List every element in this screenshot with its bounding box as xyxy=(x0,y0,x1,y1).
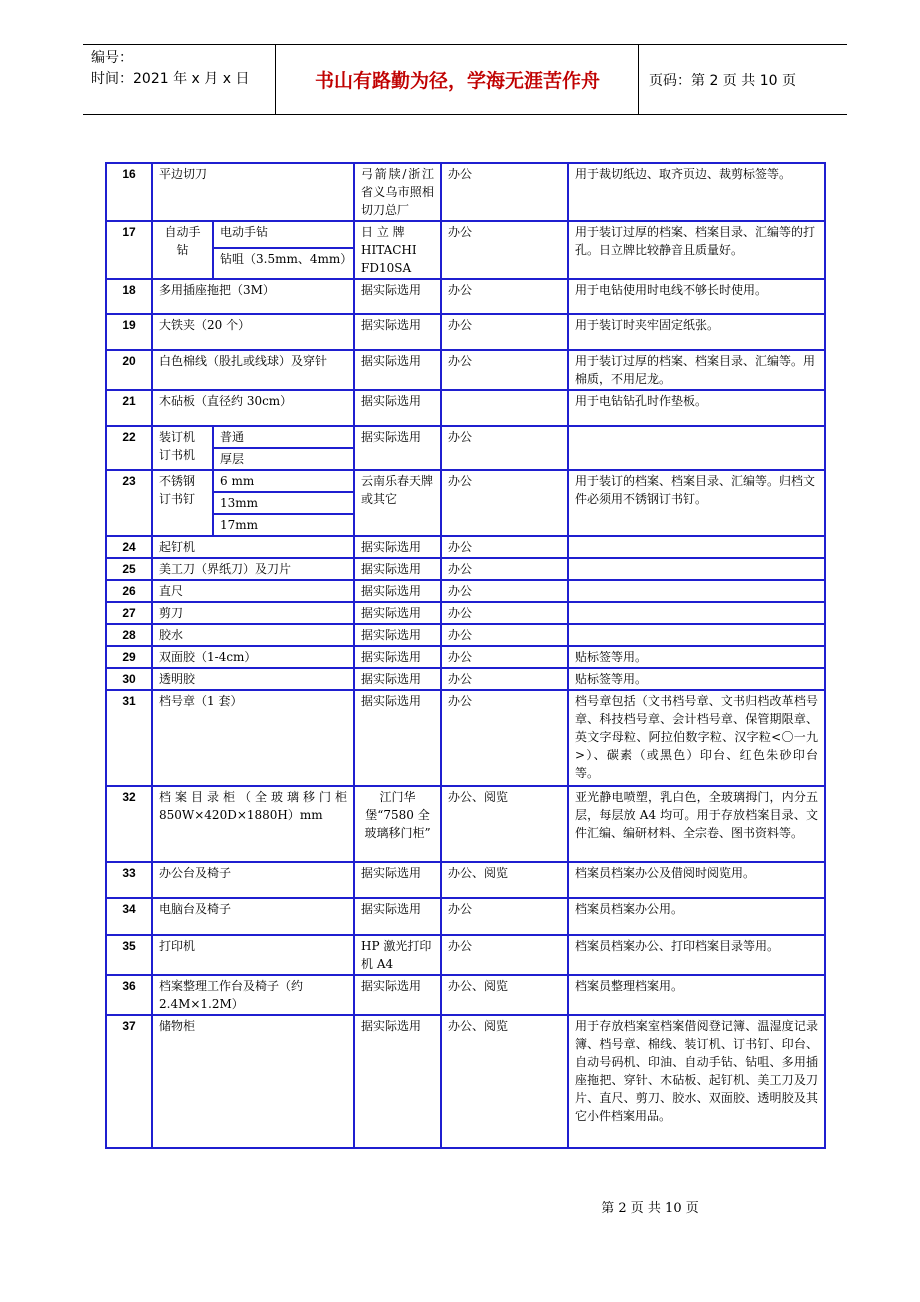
item-brand: 江门华堡“7580 全玻璃移门柜” xyxy=(354,786,441,862)
item-name: 剪刀 xyxy=(152,602,354,624)
table-row xyxy=(106,646,825,668)
item-sub-type: 钻咀（3.5mm、4mm） xyxy=(213,248,354,279)
row-number: 30 xyxy=(106,668,152,690)
item-brand: 据实际选用 xyxy=(354,279,441,314)
item-name: 档案整理工作台及椅子（约 2.4M×1.2M） xyxy=(152,975,354,1015)
item-brand: 据实际选用 xyxy=(354,580,441,602)
table-row xyxy=(106,786,825,862)
item-brand: 据实际选用 xyxy=(354,390,441,426)
row-number: 32 xyxy=(106,786,152,862)
item-note: 贴标签等用。 xyxy=(568,668,825,690)
item-note xyxy=(568,536,825,558)
item-use: 办公 xyxy=(441,536,568,558)
table-row xyxy=(106,898,825,935)
item-note: 用于装订过厚的档案、档案目录、汇编等。用棉质，不用尼龙。 xyxy=(568,350,825,390)
item-use: 办公 xyxy=(441,646,568,668)
item-brand: 据实际选用 xyxy=(354,668,441,690)
table-row xyxy=(106,558,825,580)
item-sub-type: 电动手钻 xyxy=(213,221,354,248)
item-name: 起钉机 xyxy=(152,536,354,558)
item-use: 办公 xyxy=(441,470,568,536)
number-label: 编号： xyxy=(91,50,133,66)
item-name: 白色棉线（股扎或线球）及穿针 xyxy=(152,350,354,390)
item-use: 办公 xyxy=(441,221,568,279)
item-note xyxy=(568,624,825,646)
item-name: 办公台及椅子 xyxy=(152,862,354,898)
item-name: 胶水 xyxy=(152,624,354,646)
row-number: 18 xyxy=(106,279,152,314)
item-name: 直尺 xyxy=(152,580,354,602)
item-name: 档号章（1 套） xyxy=(152,690,354,786)
table-row xyxy=(106,602,825,624)
item-name: 双面胶（1-4cm） xyxy=(152,646,354,668)
page-footer: 第 2 页 共 10 页 xyxy=(601,1201,699,1216)
item-sub-type: 13mm xyxy=(213,492,354,514)
page-header xyxy=(83,44,847,115)
item-use: 办公 xyxy=(441,163,568,221)
item-name: 不锈钢订书钉 xyxy=(152,470,213,536)
table-row xyxy=(106,470,825,492)
item-name: 透明胶 xyxy=(152,668,354,690)
table-row xyxy=(106,426,825,448)
table-row xyxy=(106,221,825,248)
item-use: 办公 xyxy=(441,624,568,646)
item-note: 贴标签等用。 xyxy=(568,646,825,668)
item-brand: 据实际选用 xyxy=(354,602,441,624)
row-number: 25 xyxy=(106,558,152,580)
item-note: 档案员档案办公用。 xyxy=(568,898,825,935)
item-note: 用于裁切纸边、取齐页边、裁剪标签等。 xyxy=(568,163,825,221)
row-number: 33 xyxy=(106,862,152,898)
item-brand: 云南乐春天牌或其它 xyxy=(354,470,441,536)
item-note xyxy=(568,580,825,602)
item-name: 电脑台及椅子 xyxy=(152,898,354,935)
row-number: 35 xyxy=(106,935,152,975)
table-row xyxy=(106,975,825,1015)
table-row xyxy=(106,624,825,646)
row-number: 27 xyxy=(106,602,152,624)
item-brand: 据实际选用 xyxy=(354,314,441,350)
item-name: 档案目录柜（全玻璃移门柜 850W×420D×1880H）mm xyxy=(152,786,354,862)
item-brand: 据实际选用 xyxy=(354,426,441,470)
row-number: 37 xyxy=(106,1015,152,1148)
item-brand: 据实际选用 xyxy=(354,690,441,786)
item-note: 档案员整理档案用。 xyxy=(568,975,825,1015)
item-use: 办公 xyxy=(441,690,568,786)
item-brand: HP 激光打印机 A4 xyxy=(354,935,441,975)
item-note xyxy=(568,558,825,580)
row-number: 36 xyxy=(106,975,152,1015)
item-note: 用于电钻钻孔时作垫板。 xyxy=(568,390,825,426)
item-brand: 弓箭牍/浙江省义乌市照相切刀总厂 xyxy=(354,163,441,221)
item-use: 办公 xyxy=(441,350,568,390)
item-note: 用于电钻使用时电线不够长时使用。 xyxy=(568,279,825,314)
item-note: 用于存放档案室档案借阅登记簿、温湿度记录簿、档号章、棉线、装订机、订书钉、印台、自动号码机、印油、自动手钻、钻咀、多用插座拖把、穿针、木砧板、起钉机、美工刀及刀片、直尺、剪刀、胶水、双面胶、透明胶及其它小件档案用品。 xyxy=(568,1015,825,1148)
table-row xyxy=(106,536,825,558)
item-sub-type: 17mm xyxy=(213,514,354,536)
item-use: 办公、阅览 xyxy=(441,786,568,862)
item-name: 木砧板（直径约 30cm） xyxy=(152,390,354,426)
row-number: 31 xyxy=(106,690,152,786)
row-number: 34 xyxy=(106,898,152,935)
item-sub-type: 普通 xyxy=(213,426,354,448)
item-note: 用于装订时夹牢固定纸张。 xyxy=(568,314,825,350)
item-note: 用于装订过厚的档案、档案目录、汇编等的打孔。日立牌比较静音且质量好。 xyxy=(568,221,825,279)
item-use: 办公 xyxy=(441,279,568,314)
header-page-label: 页码：第 2 页 共 10 页 xyxy=(649,72,796,89)
item-sub-type: 6 mm xyxy=(213,470,354,492)
item-use: 办公 xyxy=(441,602,568,624)
row-number: 24 xyxy=(106,536,152,558)
table-row xyxy=(106,350,825,390)
item-name: 打印机 xyxy=(152,935,354,975)
row-number: 28 xyxy=(106,624,152,646)
item-brand: 日 立 牌 HITACHI FD10SA xyxy=(354,221,441,279)
row-number: 19 xyxy=(106,314,152,350)
item-use: 办公 xyxy=(441,580,568,602)
item-use: 办公 xyxy=(441,898,568,935)
item-brand: 据实际选用 xyxy=(354,646,441,668)
table-row xyxy=(106,390,825,426)
header-motto: 书山有路勤为径，学海无涯苦作舟 xyxy=(277,45,639,114)
time-label: 时间：2021 年 x 月 x 日 xyxy=(91,71,250,87)
item-brand: 据实际选用 xyxy=(354,898,441,935)
table-row xyxy=(106,668,825,690)
row-number: 17 xyxy=(106,221,152,279)
item-name: 美工刀（界纸刀）及刀片 xyxy=(152,558,354,580)
row-number: 16 xyxy=(106,163,152,221)
item-brand: 据实际选用 xyxy=(354,975,441,1015)
item-brand: 据实际选用 xyxy=(354,862,441,898)
item-note xyxy=(568,426,825,470)
item-note: 用于装订的档案、档案目录、汇编等。归档文件必须用不锈钢订书钉。 xyxy=(568,470,825,536)
item-use: 办公 xyxy=(441,426,568,470)
item-use: 办公 xyxy=(441,558,568,580)
item-name: 平边切刀 xyxy=(152,163,354,221)
item-brand: 据实际选用 xyxy=(354,624,441,646)
item-name: 自动手钻 xyxy=(152,221,213,279)
item-name: 多用插座拖把（3M） xyxy=(152,279,354,314)
table-row xyxy=(106,314,825,350)
item-note: 亚光静电喷塑，乳白色，全玻璃拇门，内分五层，每层放 A4 均可。用于存放档案目录、文件汇编、编研材料、全宗卷、图书资料等。 xyxy=(568,786,825,862)
row-number: 29 xyxy=(106,646,152,668)
row-number: 21 xyxy=(106,390,152,426)
item-note xyxy=(568,602,825,624)
row-number: 22 xyxy=(106,426,152,470)
item-use: 办公 xyxy=(441,314,568,350)
item-brand: 据实际选用 xyxy=(354,350,441,390)
item-use: 办公、阅览 xyxy=(441,1015,568,1148)
table-row xyxy=(106,163,825,221)
item-sub-type: 厚层 xyxy=(213,448,354,470)
item-note: 档号章包括（文书档号章、文书归档改革档号章、科技档号章、会计档号章、保管期限章、英文字母粒、阿拉伯数字粒、汉字粒<〇一九>）、碳素（或黑色）印台、红色朱砂印台等。 xyxy=(568,690,825,786)
table-row xyxy=(106,862,825,898)
header-info xyxy=(83,45,276,114)
item-note: 档案员档案办公及借阅时阅览用。 xyxy=(568,862,825,898)
item-use xyxy=(441,390,568,426)
table-row xyxy=(106,935,825,975)
row-number: 23 xyxy=(106,470,152,536)
table-row xyxy=(106,580,825,602)
item-brand: 据实际选用 xyxy=(354,536,441,558)
item-brand: 据实际选用 xyxy=(354,558,441,580)
row-number: 26 xyxy=(106,580,152,602)
equipment-table xyxy=(105,162,826,1149)
table-row xyxy=(106,279,825,314)
item-brand: 据实际选用 xyxy=(354,1015,441,1148)
item-name: 装订机订书机 xyxy=(152,426,213,470)
item-name: 大铁夹（20 个） xyxy=(152,314,354,350)
item-use: 办公、阅览 xyxy=(441,975,568,1015)
row-number: 20 xyxy=(106,350,152,390)
item-use: 办公 xyxy=(441,668,568,690)
item-note: 档案员档案办公、打印档案目录等用。 xyxy=(568,935,825,975)
item-name: 储物柜 xyxy=(152,1015,354,1148)
item-use: 办公、阅览 xyxy=(441,862,568,898)
table-row xyxy=(106,1015,825,1148)
table-row xyxy=(106,690,825,786)
item-use: 办公 xyxy=(441,935,568,975)
